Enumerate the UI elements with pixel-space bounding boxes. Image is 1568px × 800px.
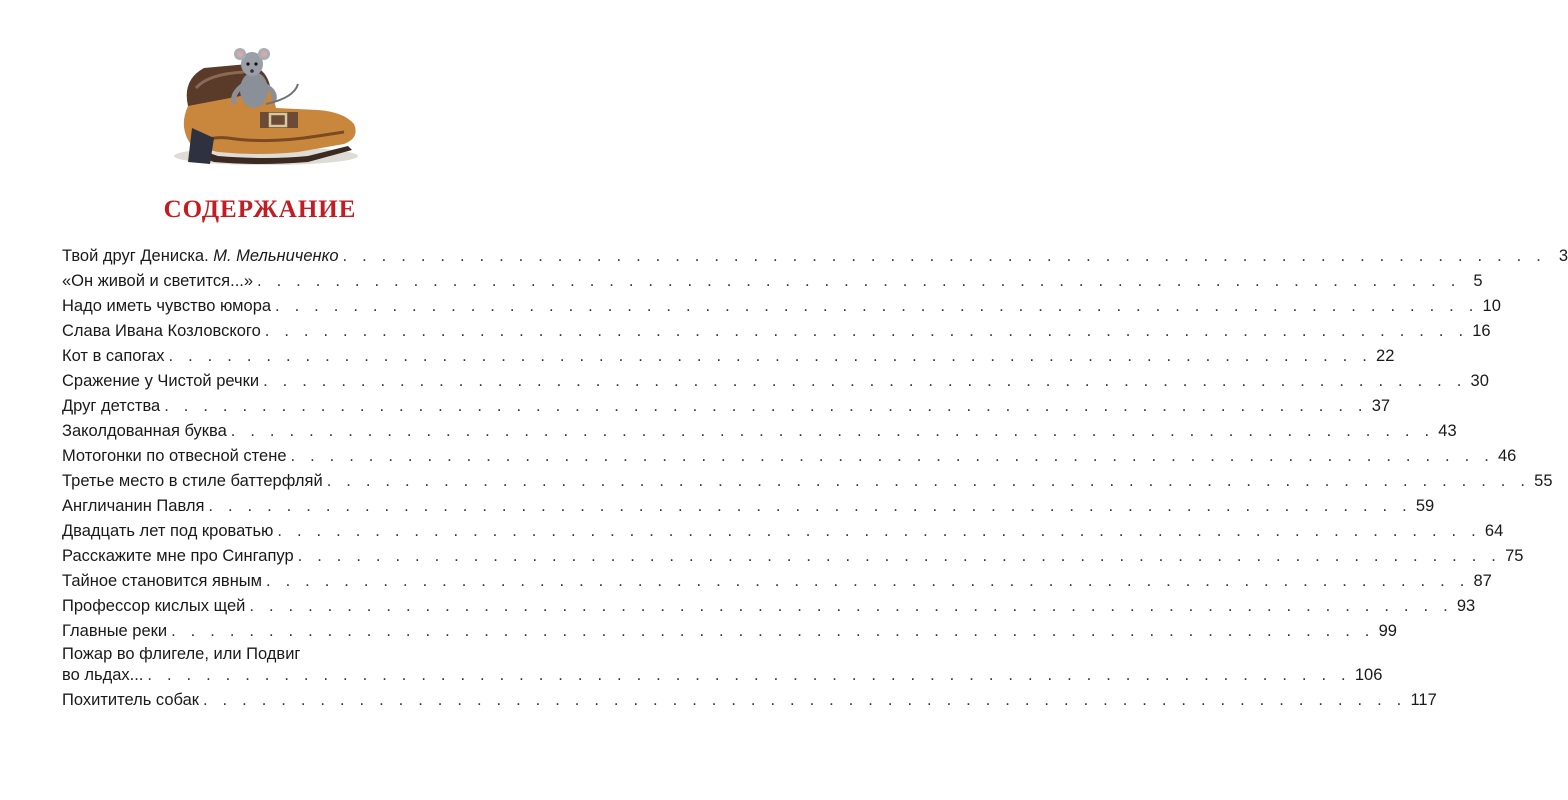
toc-entry-page: 87 [1473, 572, 1492, 590]
toc-entry[interactable] [62, 469, 1553, 494]
toc-entry-page: 46 [1497, 447, 1517, 465]
toc-entry-title: Третье место в стиле баттерфляй [62, 472, 323, 490]
toc-entry[interactable] [62, 569, 1492, 594]
dot-leader: . . . . . . . . . . . . . . . . . . . . . . . . . . . . . . . . . . . . . . . . . . . . . . . . . . . . . . . . . . . . . . [208, 497, 1412, 515]
toc-entry[interactable] [62, 544, 1524, 569]
toc-entry[interactable] [62, 619, 1397, 644]
dot-leader: . . . . . . . . . . . . . . . . . . . . . . . . . . . . . . . . . . . . . . . . . . . . . . . . . . . . . . . . . . . . . . [171, 622, 1375, 640]
dot-leader: . . . . . . . . . . . . . . . . . . . . . . . . . . . . . . . . . . . . . . . . . . . . . . . . . . . . . . . . . . . . . . [275, 297, 1479, 315]
toc-entry-page: 99 [1378, 622, 1397, 640]
toc-entry-page: 3 [1558, 247, 1568, 265]
dot-leader: . . . . . . . . . . . . . . . . . . . . . . . . . . . . . . . . . . . . . . . . . . . . . . . . . . . . . . . . . . . . . . [230, 422, 1435, 440]
toc-entry[interactable] [62, 644, 1383, 688]
toc-entry-page: 22 [1376, 347, 1395, 365]
toc-entry-title: Англичанин Павля [62, 497, 205, 515]
toc-entry[interactable] [62, 269, 1483, 294]
toc-entry-page: 75 [1505, 547, 1524, 565]
toc-entry-page: 59 [1415, 497, 1435, 515]
toc-entry-page: 37 [1371, 397, 1391, 415]
dot-leader: . . . . . . . . . . . . . . . . . . . . . . . . . . . . . . . . . . . . . . . . . . . . . . . . . . . . . . . . . . . . . . [263, 372, 1467, 390]
toc-entry[interactable] [62, 419, 1457, 444]
toc-entry-title-continued: во льдах... [62, 666, 144, 684]
toc-entry[interactable] [62, 344, 1395, 369]
toc-entry-page: 55 [1534, 472, 1553, 490]
toc-entry[interactable] [62, 594, 1476, 619]
toc-entry-title: Слава Ивана Козловского [62, 322, 261, 340]
toc-entry-title: «Он живой и светится...» [62, 272, 254, 290]
toc-entry-title: Кот в сапогах [62, 347, 165, 365]
toc-entry-title: Сражение у Чистой речки [62, 372, 260, 390]
toc-entry-title: Главные реки [62, 622, 168, 640]
toc-entry-page: 5 [1473, 272, 1483, 290]
dot-leader: . . . . . . . . . . . . . . . . . . . . . . . . . . . . . . . . . . . . . . . . . . . . . . . . . . . . . . . . . . . . . . [326, 472, 1531, 490]
dot-leader: . . . . . . . . . . . . . . . . . . . . . . . . . . . . . . . . . . . . . . . . . . . . . . . . . . . . . . . . . . . . . . [290, 447, 1494, 465]
toc-entry-page: 64 [1484, 522, 1504, 540]
dot-leader: . . . . . . . . . . . . . . . . . . . . . . . . . . . . . . . . . . . . . . . . . . . . . . . . . . . . . . . . . . . . . . [202, 691, 1407, 709]
toc-entry-title: Мотогонки по отвесной стене [62, 447, 287, 465]
mouse-in-boot-illustration [148, 28, 372, 168]
toc-entry[interactable] [62, 319, 1491, 344]
toc-entry[interactable] [62, 369, 1489, 394]
dot-leader: . . . . . . . . . . . . . . . . . . . . . . . . . . . . . . . . . . . . . . . . . . . . . . . . . . . . . . . . . . . . . . [342, 247, 1547, 265]
toc-entry[interactable] [62, 294, 1501, 319]
dot-leader: . . . . . . . . . . . . . . . . . . . . . . . . . . . . . . . . . . . . . . . . . . . . . . . . . . . . . . . . . . . . . . [297, 547, 1502, 565]
toc-entry-title: Двадцать лет под кроватью [62, 522, 274, 540]
toc-entry-page: 93 [1456, 597, 1476, 615]
toc-entry-title: Друг детства [62, 397, 161, 415]
dot-leader: . . . . . . . . . . . . . . . . . . . . . . . . . . . . . . . . . . . . . . . . . . . . . . . . . . . . . . . . . . . . . . [249, 597, 1453, 615]
toc-entry[interactable] [62, 494, 1435, 519]
toc-entry-title: Заколдованная буква [62, 422, 227, 440]
toc-entry-page: 117 [1410, 691, 1437, 709]
toc-entry-title: Расскажите мне про Сингапур [62, 547, 294, 565]
toc-entry-title: Профессор кислых щей [62, 597, 246, 615]
dot-leader: . . . . . . . . . . . . . . . . . . . . . . . . . . . . . . . . . . . . . . . . . . . . . . . . . . . . . . . . . . . . . . [266, 572, 1470, 590]
toc-entry-title: Тайное становится явным [62, 572, 263, 590]
toc-entry[interactable] [62, 519, 1504, 544]
table-of-contents [62, 244, 1568, 713]
toc-entry-page: 10 [1482, 297, 1501, 315]
dot-leader: . . . . . . . . . . . . . . . . . . . . . . . . . . . . . . . . . . . . . . . . . . . . . . . . . . . . . . . . . . . . . . [168, 347, 1373, 365]
toc-entry-title: Похититель собак [62, 691, 199, 709]
toc-entry-page: 30 [1470, 372, 1489, 390]
dot-leader: . . . . . . . . . . . . . . . . . . . . . . . . . . . . . . . . . . . . . . . . . . . . . . . . . . . . . . . . . . . . . . [164, 397, 1368, 415]
toc-entry-page: 43 [1438, 422, 1457, 440]
toc-entry[interactable] [62, 688, 1437, 713]
toc-entry-author: М. Мельниченко [213, 247, 339, 265]
toc-entry[interactable] [62, 444, 1517, 469]
dot-leader: . . . . . . . . . . . . . . . . . . . . . . . . . . . . . . . . . . . . . . . . . . . . . . . . . . . . . . . . . . . . . . [147, 666, 1351, 684]
dot-leader: . . . . . . . . . . . . . . . . . . . . . . . . . . . . . . . . . . . . . . . . . . . . . . . . . . . . . . . . . . . . . . [264, 322, 1469, 340]
dot-leader: . . . . . . . . . . . . . . . . . . . . . . . . . . . . . . . . . . . . . . . . . . . . . . . . . . . . . . . . . . . . . . [277, 522, 1481, 540]
toc-entry[interactable] [62, 394, 1391, 419]
toc-entry-page: 16 [1472, 322, 1491, 340]
toc-entry-title: Надо иметь чувство юмора [62, 297, 272, 315]
page-title: СОДЕРЖАНИЕ [163, 196, 357, 223]
dot-leader: . . . . . . . . . . . . . . . . . . . . . . . . . . . . . . . . . . . . . . . . . . . . . . . . . . . . . . . . . . . . . . [257, 272, 1461, 290]
toc-entry[interactable] [62, 244, 1568, 269]
mouse-in-boot-icon [148, 28, 372, 168]
toc-entry-title: Твой друг Дениска. М. Мельниченко [62, 247, 339, 265]
toc-entry-page: 106 [1354, 666, 1383, 684]
toc-entry-title: Пожар во флигеле, или Подвиг [62, 645, 301, 663]
